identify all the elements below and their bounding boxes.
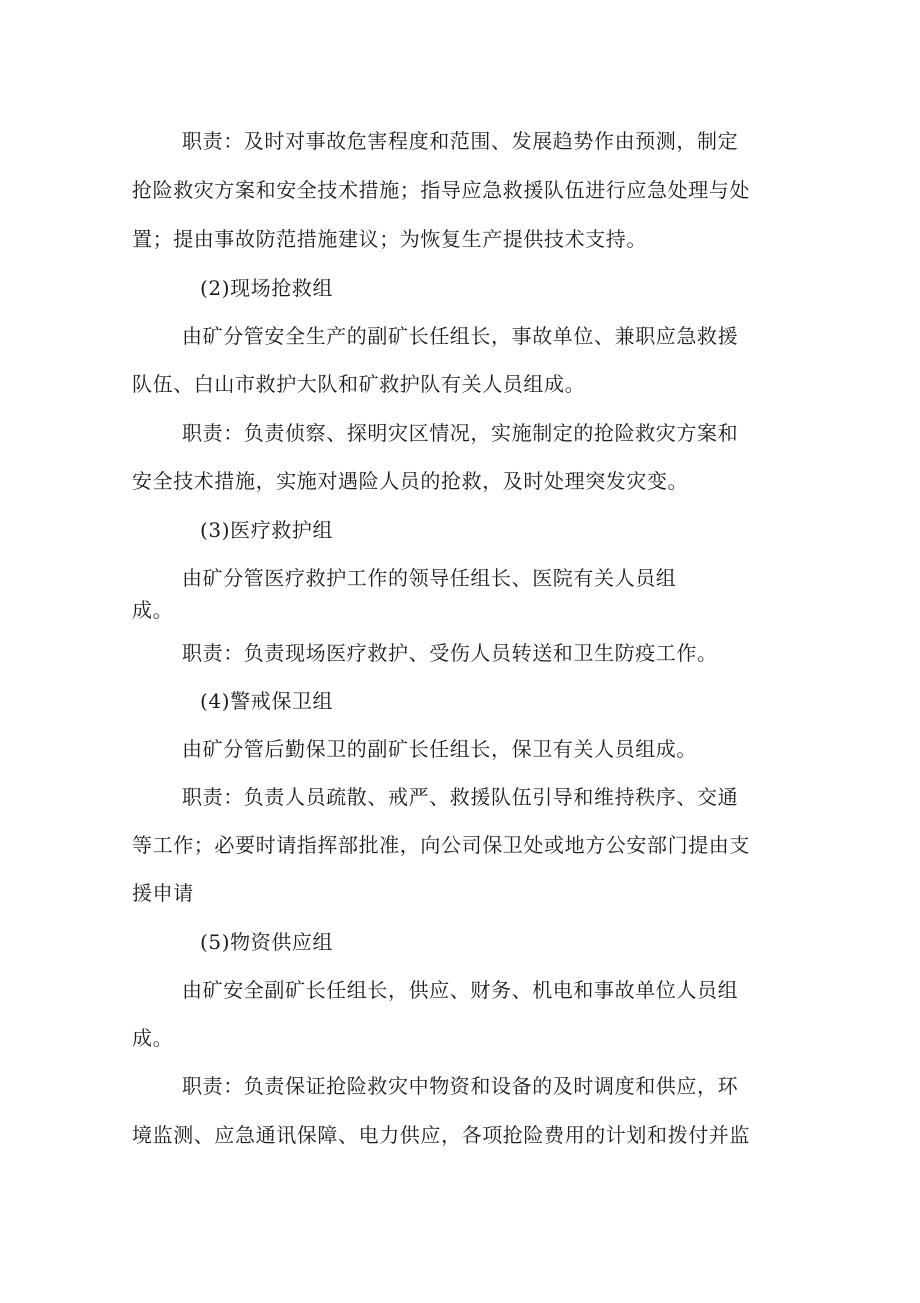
text-line: 置；提由事故防范措施建议；为恢复生产提供技术支持。 <box>132 227 647 251</box>
text-line: 抢险救灾方案和安全技术措施；指导应急救援队伍进行应急处理与处 <box>132 178 750 202</box>
text-line: 成。 <box>132 598 174 622</box>
text-line: 职责：负责现场医疗救护、受伤人员转送和卫生防疫工作。 <box>182 641 718 665</box>
text-line: 职责：负责保证抢险救灾中物资和设备的及时调度和供应，环 <box>182 1074 739 1098</box>
text-line: 安全技术措施，实施对遇险人员的抢救，及时处理突发灾变。 <box>132 469 689 493</box>
text-line: 职责：及时对事故危害程度和范围、发展趋势作由预测，制定 <box>182 129 739 153</box>
text-line: 由矿分管安全生产的副矿长任组长，事故单位、兼职应急救援 <box>182 324 739 348</box>
section-heading: (3)医疗救护组 <box>200 518 334 542</box>
text-line: 由矿分管后勤保卫的副矿长任组长，保卫有关人员组成。 <box>182 737 697 761</box>
text-line: 援申请 <box>132 881 194 905</box>
section-heading: (5)物资供应组 <box>200 930 334 954</box>
text-line: 职责：负责人员疏散、戒严、救援队伍引导和维持秩序、交通 <box>182 785 739 809</box>
text-line: 由矿安全副矿长任组长，供应、财务、机电和事故单位人员组 <box>182 978 739 1002</box>
text-line: 职责：负责侦察、探明灾区情况，实施制定的抢险救灾方案和 <box>182 421 739 445</box>
text-line: 由矿分管医疗救护工作的领导任组长、医院有关人员组 <box>182 566 677 590</box>
text-line: 等工作；必要时请指挥部批准，向公司保卫处或地方公安部门提由支 <box>132 833 750 857</box>
section-heading: (2)现场抢救组 <box>200 276 334 300</box>
text-line: 成。 <box>132 1026 174 1050</box>
section-heading: (4)警戒保卫组 <box>200 689 334 713</box>
text-line: 境监测、应急通讯保障、电力供应，各项抢险费用的计划和拨付并监 <box>132 1123 750 1147</box>
text-line: 队伍、白山市救护大队和矿救护队有关人员组成。 <box>132 372 586 396</box>
